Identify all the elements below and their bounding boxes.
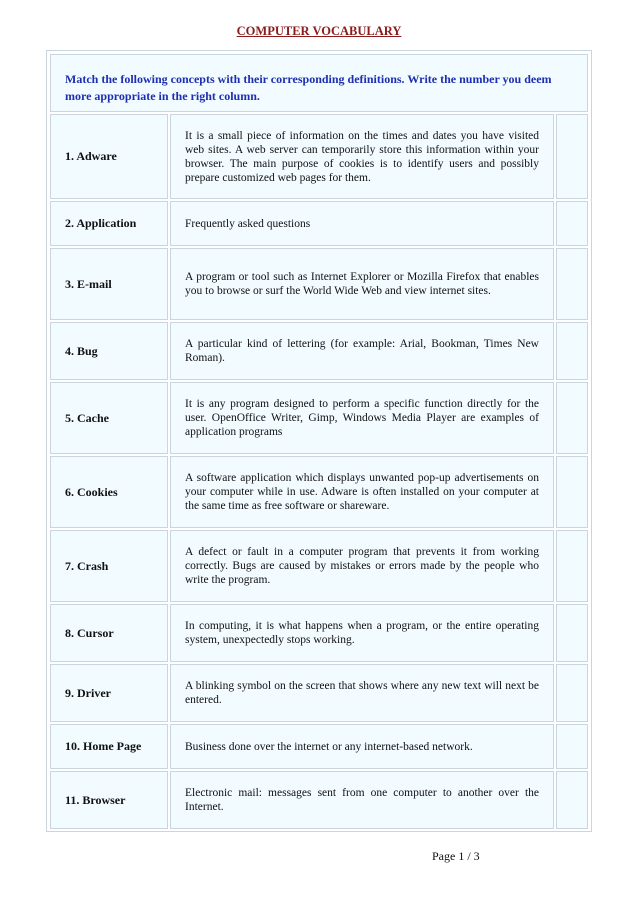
definition-cell: A software application which displays unwanted pop-up advertisements on your computer while in use. Adware is often installed on your computer at the same time as free software or shareware. (170, 456, 554, 528)
page-title: COMPUTER VOCABULARY (236, 24, 402, 38)
answer-cell[interactable] (556, 664, 588, 722)
definition-cell: Frequently asked questions (170, 201, 554, 246)
term-cell: 5. Cache (50, 382, 168, 454)
definition-cell: Electronic mail: messages sent from one computer to another over the Internet. (170, 771, 554, 829)
vocabulary-table (46, 50, 592, 832)
answer-cell[interactable] (556, 201, 588, 246)
term-cell: 6. Cookies (50, 456, 168, 528)
table-row (50, 114, 588, 199)
page-number: Page 1 / 3 (432, 849, 480, 863)
term-cell: 10. Home Page (50, 724, 168, 769)
term-cell: 9. Driver (50, 664, 168, 722)
term-cell: 7. Crash (50, 530, 168, 602)
table-row (50, 771, 588, 829)
definition-cell: A particular kind of lettering (for example: Arial, Bookman, Times New Roman). (170, 322, 554, 380)
definition-cell: Business done over the internet or any internet-based network. (170, 724, 554, 769)
definition-cell: A defect or fault in a computer program that prevents it from working correctly. Bugs are caused by mistakes or errors made by the people who write the program. (170, 530, 554, 602)
instructions: Match the following concepts with their corresponding definitions. Write the number you deem more appropriate in the right column. (50, 54, 588, 112)
definition-cell: A program or tool such as Internet Explorer or Mozilla Firefox that enables you to browse or surf the World Wide Web and view internet sites. (170, 248, 554, 320)
term-cell: 8. Cursor (50, 604, 168, 662)
table-row (50, 664, 588, 722)
term-cell: 11. Browser (50, 771, 168, 829)
answer-cell[interactable] (556, 114, 588, 199)
table-row (50, 382, 588, 454)
answer-cell[interactable] (556, 248, 588, 320)
table-row (50, 604, 588, 662)
answer-cell[interactable] (556, 382, 588, 454)
definition-cell: It is a small piece of information on the times and dates you have visited web sites. A web server can temporarily store this information within your browser. The main purpose of cookies is to identify users and possibly prepare customized web pages for them. (170, 114, 554, 199)
definition-cell: In computing, it is what happens when a program, or the entire operating system, unexpectedly stops working. (170, 604, 554, 662)
definition-cell: A blinking symbol on the screen that shows where any new text will next be entered. (170, 664, 554, 722)
answer-cell[interactable] (556, 322, 588, 380)
table-row (50, 322, 588, 380)
table-row (50, 724, 588, 769)
table-row (50, 456, 588, 528)
term-cell: 4. Bug (50, 322, 168, 380)
term-cell: 1. Adware (50, 114, 168, 199)
answer-cell[interactable] (556, 724, 588, 769)
answer-cell[interactable] (556, 530, 588, 602)
answer-cell[interactable] (556, 456, 588, 528)
table-row (50, 201, 588, 246)
answer-cell[interactable] (556, 771, 588, 829)
table-row (50, 530, 588, 602)
table-row (50, 248, 588, 320)
definition-cell: It is any program designed to perform a specific function directly for the user. OpenOffice Writer, Gimp, Windows Media Player are examples of application programs (170, 382, 554, 454)
term-cell: 2. Application (50, 201, 168, 246)
answer-cell[interactable] (556, 604, 588, 662)
term-cell: 3. E-mail (50, 248, 168, 320)
